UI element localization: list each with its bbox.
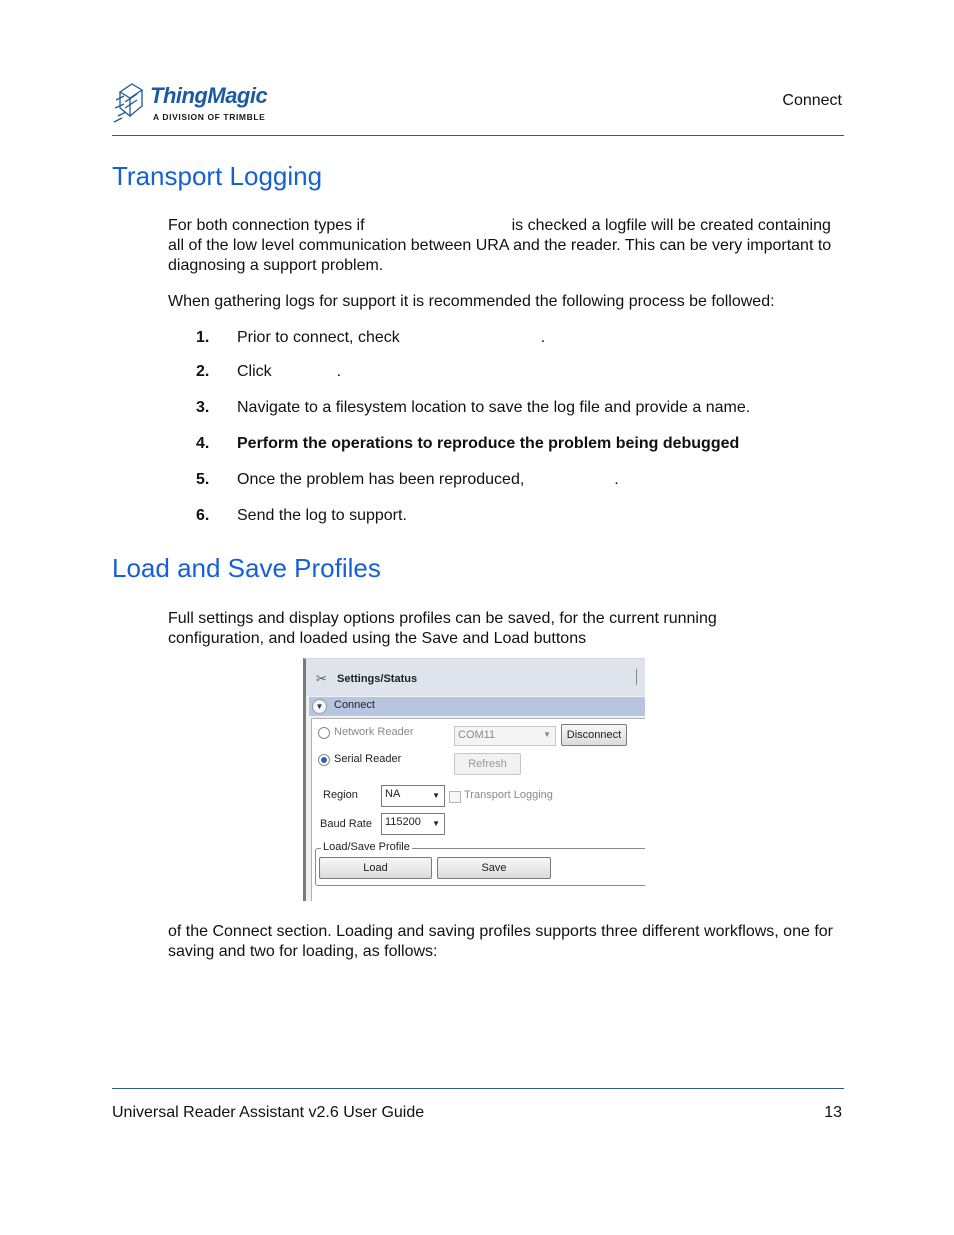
port-value: COM11 [458, 729, 496, 741]
baud-rate-label: Baud Rate [320, 818, 372, 830]
save-button[interactable]: Save [437, 857, 551, 879]
disconnect-button[interactable]: Disconnect [561, 724, 627, 746]
load-save-profile-legend: Load/Save Profile [323, 841, 410, 853]
step-number: 2. [196, 363, 210, 380]
region-value: NA [385, 788, 401, 800]
pin-icon[interactable] [636, 669, 645, 685]
page-number: 13 [824, 1104, 842, 1121]
chevron-down-icon[interactable]: ▼ [312, 699, 327, 714]
step-number: 1. [196, 329, 210, 346]
step-text: Once the problem has been reproduced, [237, 471, 525, 488]
panel-title: Settings/Status [337, 673, 418, 685]
transport-process: When gathering logs for support it is recommended the following process be followed: [168, 293, 775, 310]
refresh-button[interactable]: Refresh [454, 753, 521, 775]
transport-logging-heading: Transport Logging [112, 161, 323, 191]
load-save-profile-group [315, 841, 645, 886]
transport-intro-a: For both connection types if [168, 217, 365, 234]
logo-mark-icon [112, 78, 148, 128]
connect-section-header[interactable] [309, 697, 645, 716]
thingmagic-logo [112, 78, 282, 130]
network-reader-label: Network Reader [334, 726, 414, 738]
header-section-name: Connect [782, 92, 842, 109]
transport-intro-c: containing all of the low level communication between URA and the reader. This can be very important to diagnosing a support problem. [168, 217, 832, 274]
logo-name: ThingMagic [150, 83, 268, 108]
step-tail: . [540, 329, 546, 346]
serial-reader-radio[interactable] [318, 754, 330, 766]
region-select[interactable] [381, 785, 445, 807]
port-select[interactable] [454, 726, 556, 746]
header-rule [112, 135, 844, 136]
step-number: 5. [196, 471, 210, 488]
step-tail: . [614, 471, 619, 488]
transport-logging-label: Transport Logging [464, 789, 553, 801]
profiles-intro: Full settings and display options profiles can be saved, for the current running configuration, and loaded using the Save and Load buttons [168, 610, 717, 647]
step-number: 3. [196, 399, 210, 416]
step-text: Perform the operations to reproduce the problem being debugged [237, 435, 740, 452]
transport-intro [168, 216, 840, 276]
tools-icon: ✂ [316, 671, 327, 686]
serial-reader-label: Serial Reader [334, 753, 402, 765]
footer-title: Universal Reader Assistant v2.6 User Guide [112, 1104, 425, 1121]
step-text: Navigate to a filesystem location to save the log file and provide a name. [237, 399, 751, 416]
baud-rate-value: 115200 [385, 816, 421, 828]
dropdown-arrow-icon: ▼ [543, 730, 551, 739]
region-label: Region [323, 789, 358, 801]
connect-section-label: Connect [334, 699, 375, 711]
network-reader-radio[interactable] [318, 727, 330, 739]
logo-subtitle: A DIVISION OF TRIMBLE [153, 112, 266, 122]
load-button[interactable]: Load [319, 857, 432, 879]
step-text: Click [237, 363, 272, 380]
settings-status-screenshot [303, 658, 645, 901]
profiles-after: of the Connect section. Loading and saving profiles supports three different workflows, one for saving and two for loading, as follows: [168, 923, 833, 960]
step-number: 6. [196, 507, 210, 524]
step-tail: . [336, 363, 342, 380]
footer-rule [112, 1088, 844, 1089]
step-text: Send the log to support. [237, 507, 407, 524]
load-save-heading: Load and Save Profiles [112, 553, 381, 583]
transport-logging-checkbox[interactable] [449, 791, 461, 803]
dropdown-arrow-icon: ▼ [432, 819, 440, 828]
step-number: 4. [196, 435, 210, 452]
baud-rate-select[interactable] [381, 813, 445, 835]
transport-intro-b: is checked a logfile will be created [511, 217, 754, 234]
panel-titlebar [306, 659, 645, 696]
connect-section-body [311, 718, 645, 901]
dropdown-arrow-icon: ▼ [432, 791, 440, 800]
step-text: Prior to connect, check [237, 329, 400, 346]
